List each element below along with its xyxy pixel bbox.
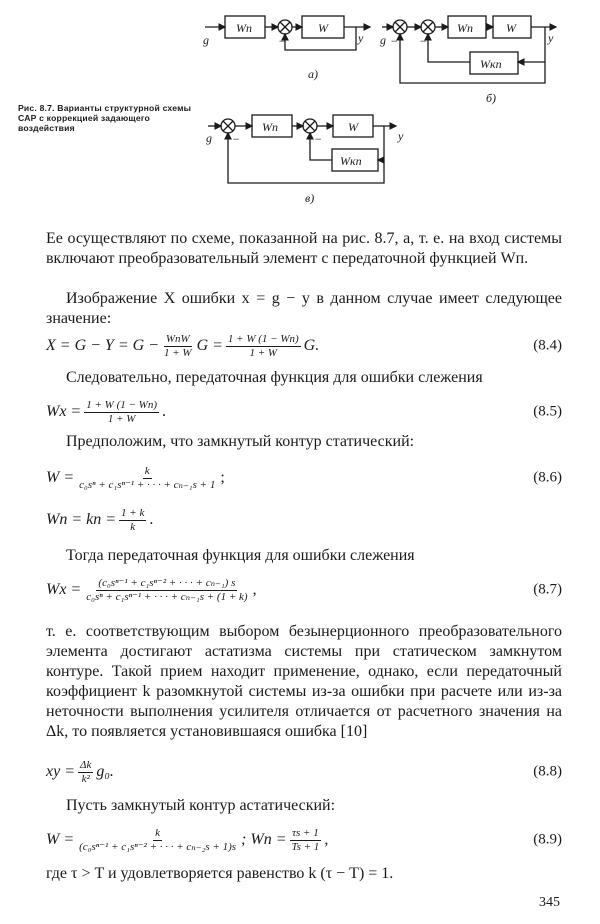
label-g-b: g bbox=[380, 33, 386, 47]
minus-b2: − bbox=[419, 34, 428, 48]
label-y-c: y bbox=[398, 129, 404, 143]
label-y-b: y bbox=[548, 31, 554, 45]
label-w-c: W bbox=[348, 120, 358, 134]
equation-8-6: W = $\frac{k}{\text{c₀sⁿ + c₁sⁿ⁻¹ + · · · + cₙ₋₁s + 1}}$ ; (8.6) bbox=[46, 464, 562, 491]
label-y-a: y bbox=[358, 31, 364, 45]
paragraph-8: где τ > T и удовлетворяется равенство k (τ − T) = 1. bbox=[46, 865, 394, 882]
diagram-a bbox=[205, 16, 370, 50]
equation-8-4: X = G − Y = G − $\frac{\text{WпW}}{1 + W}$ G = $\frac{1 + W (1 - Wп)}{1 + W}$ G. (8.4) bbox=[46, 332, 562, 359]
equation-8-8: xy = $\frac{\Delta k}{\text{k²}}$ g₀. (8.8) bbox=[46, 758, 562, 785]
equation-8-5: Wx = $\frac{1 + W (1 - Wп)}{1 + W}$ . (8.5) bbox=[46, 398, 562, 425]
minus-c1: − bbox=[232, 132, 241, 146]
label-w-b: W bbox=[506, 21, 516, 35]
diagram-c bbox=[208, 115, 396, 183]
paragraph-5: Тогда передаточная функция для ошибки слежения bbox=[66, 547, 415, 564]
label-wp-b: Wп bbox=[457, 21, 473, 35]
eq-number-8-7: (8.7) bbox=[533, 581, 562, 598]
paragraph-7: Пусть замкнутый контур астатический: bbox=[66, 797, 336, 814]
paragraph-2: Изображение X ошибки x = g − y в данном случае имеет следующее значение: bbox=[46, 290, 562, 327]
eq-number-8-4: (8.4) bbox=[533, 337, 562, 354]
equation-8-6b: Wп = kп = $\frac{1 + k}{k}$ . bbox=[46, 506, 154, 533]
label-w-a: W bbox=[318, 21, 328, 35]
figure-8-7 bbox=[0, 0, 600, 215]
equation-8-7: Wx = $\frac{\text{(c₀sⁿ⁻¹ + c₁sⁿ⁻² + · · · + cₙ₋₁) s}}{\text{c₀sⁿ + c₁sⁿ⁻¹ + · · · + cₙ₋₁s + (1 + k)}}$ , (8.7) bbox=[46, 576, 562, 603]
label-g-c: g bbox=[206, 131, 212, 145]
minus-c2: − bbox=[314, 132, 323, 146]
minus-a: − bbox=[278, 34, 287, 48]
eq-number-8-9: (8.9) bbox=[533, 831, 562, 848]
paragraph-3: Следовательно, передаточная функция для ошибки слежения bbox=[66, 369, 483, 386]
label-g-a: g bbox=[203, 33, 209, 47]
label-wp-a: Wп bbox=[236, 21, 252, 35]
label-wkp-c: Wкп bbox=[340, 154, 362, 168]
sublabel-a: а) bbox=[308, 67, 318, 81]
sublabel-c: в) bbox=[305, 191, 315, 205]
equation-8-9: W = $\frac{k}{\text{(c₀sⁿ⁻¹ + c₁sⁿ⁻² + · · · + cₙ₋₂s + 1)s}}$ ; Wп = $\frac{\tau s + 1}{Ts + 1}$ , (8.9) bbox=[46, 826, 562, 853]
eq-number-8-6: (8.6) bbox=[533, 469, 562, 486]
minus-b1: − bbox=[390, 34, 399, 48]
paragraph-1: Ее осуществляют по схеме, показанной на рис. 8.7, а, т. е. на вход системы включают преобразовательный элемент с передаточной функцией Wп. bbox=[46, 230, 562, 267]
label-wp-c: Wп bbox=[262, 120, 278, 134]
eq-number-8-8: (8.8) bbox=[533, 763, 562, 780]
figure-caption: Рис. 8.7. Варианты структурной схемы САР с коррекцией задающего воздействия bbox=[18, 103, 192, 133]
paragraph-6: т. е. соответствующим выбором безынерционного преобразовательного элемента достигают астатизма системы при статическом замкнутом контуре. Такой прием находит применение, однако, если передаточный коэффициент k разомкнутой системы из-за ошибки при расчете или из-за неточности выполнения усилителя отличается от расчетного значения на Δk, то появляется установившаяся ошибка [10] bbox=[46, 623, 562, 740]
eq84-lead: X = G − Y = G − bbox=[46, 337, 159, 354]
eq-number-8-5: (8.5) bbox=[533, 403, 562, 420]
label-wkp-b: Wкп bbox=[480, 57, 502, 71]
paragraph-4: Предположим, что замкнутый контур статический: bbox=[66, 433, 415, 450]
sublabel-b: б) bbox=[486, 91, 497, 105]
page-number: 345 bbox=[539, 895, 560, 910]
